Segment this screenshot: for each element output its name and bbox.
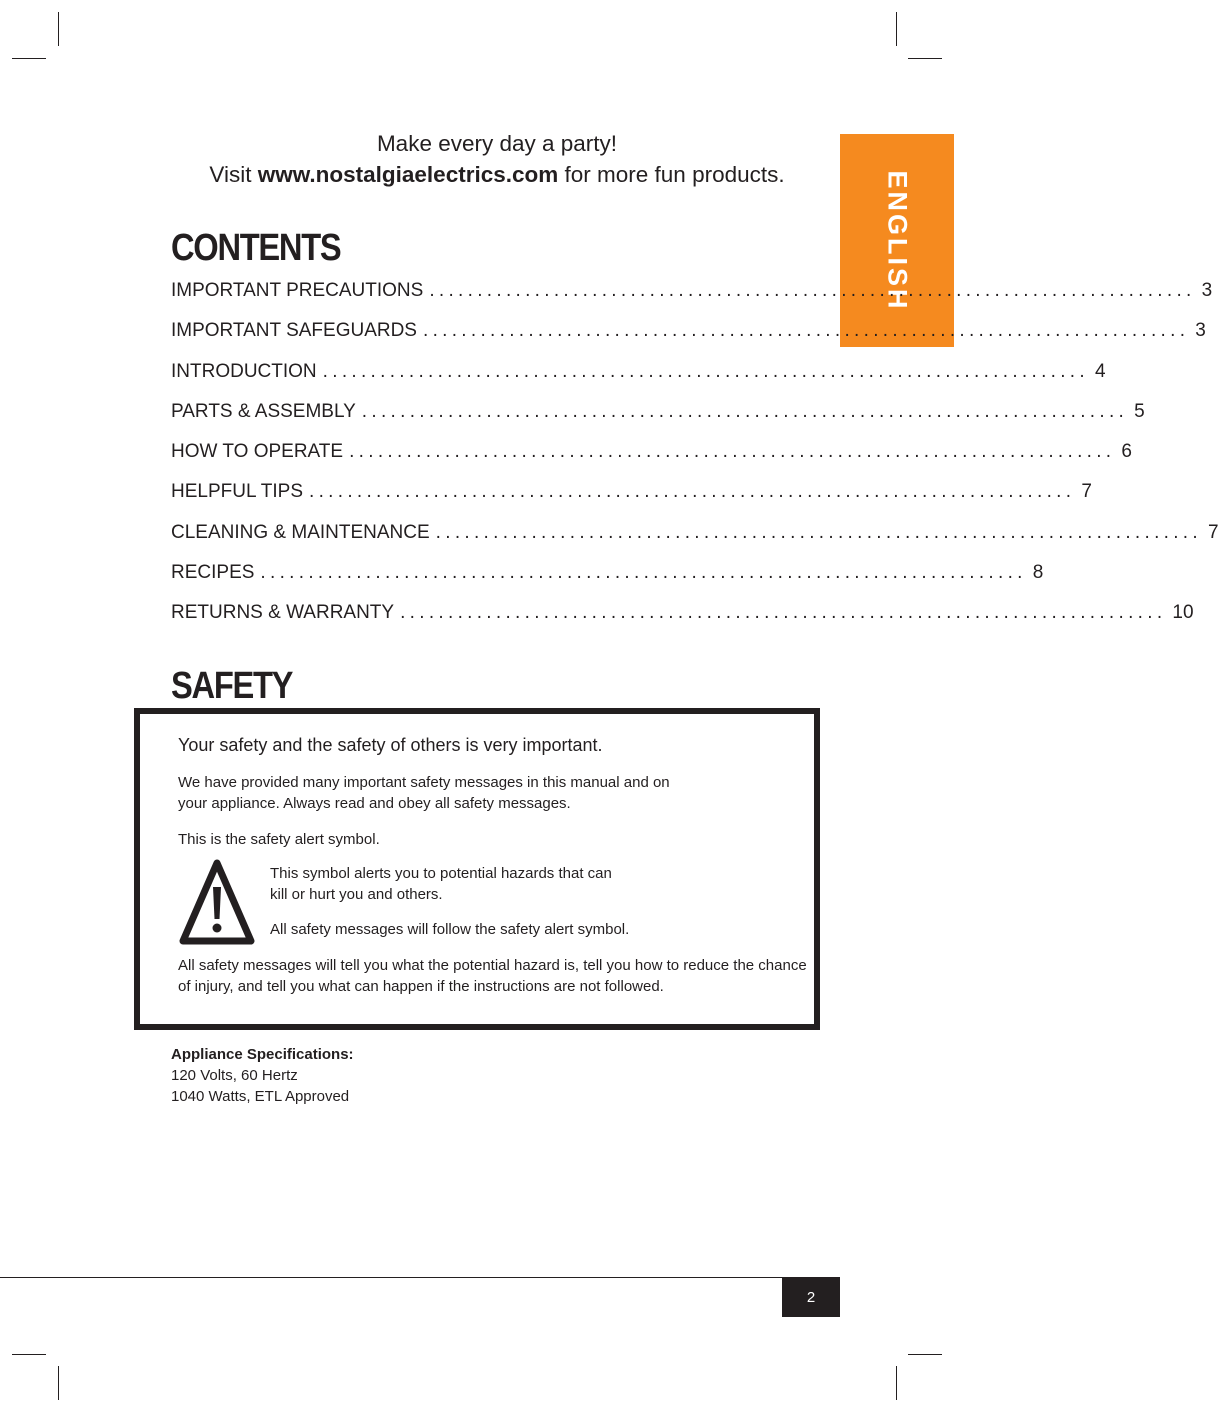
crop-mark (12, 58, 46, 59)
appliance-specs (171, 1044, 354, 1107)
toc-entry-label: RECIPES (171, 562, 255, 584)
toc-entry[interactable] (171, 441, 1132, 481)
specs-line: 120 Volts, 60 Hertz (171, 1067, 298, 1084)
safety-title: SAFETY (171, 665, 293, 707)
toc-entry[interactable] (171, 602, 1194, 642)
toc-leader-dots: ................................................................................ (349, 441, 1116, 463)
toc-entry-label: HOW TO OPERATE (171, 441, 344, 463)
toc-entry[interactable] (171, 521, 1219, 562)
toc-entry[interactable] (171, 562, 1044, 602)
toc-leader-dots: ................................................................................ (435, 521, 1202, 543)
toc-entry[interactable] (171, 360, 1106, 401)
toc-leader-dots: ................................................................................ (400, 602, 1167, 624)
visit-suffix: for more fun products. (558, 162, 785, 187)
toc-entry-page: 8 (1032, 562, 1044, 584)
toc-entry[interactable] (171, 320, 1206, 360)
crop-mark (908, 1354, 942, 1355)
toc-entry-page: 3 (1195, 320, 1206, 342)
toc-entry-page: 4 (1094, 360, 1106, 382)
safety-paragraph: All safety messages will follow the safety alert symbol. (270, 921, 630, 938)
crop-mark (896, 1366, 897, 1400)
toc-entry-page: 7 (1207, 521, 1219, 543)
warning-triangle-icon (180, 859, 254, 947)
visit-prefix: Visit (209, 162, 258, 187)
table-of-contents (171, 280, 1219, 643)
toc-leader-dots: ................................................................................ (361, 400, 1129, 422)
toc-leader-dots: ................................................................................ (429, 280, 1196, 301)
specs-line: 1040 Watts, ETL Approved (171, 1088, 350, 1105)
safety-heading: Your safety and the safety of others is very important. (178, 735, 603, 755)
toc-entry-label: INTRODUCTION (171, 360, 317, 382)
toc-entry-label: PARTS & ASSEMBLY (171, 400, 356, 422)
toc-entry[interactable] (171, 481, 1092, 521)
toc-entry-label: HELPFUL TIPS (171, 481, 303, 503)
website-link[interactable]: www.nostalgiaelectrics.com (257, 162, 559, 187)
safety-paragraph: This symbol alerts you to potential hazards that can kill or hurt you and others. (270, 865, 612, 903)
toc-entry-page: 3 (1201, 280, 1213, 301)
tagline (140, 128, 854, 190)
crop-mark (908, 58, 942, 59)
toc-leader-dots: ................................................................................ (422, 320, 1190, 342)
page-number: 2 (782, 1278, 840, 1317)
tagline-line1: Make every day a party! (376, 131, 618, 156)
safety-paragraph: This is the safety alert symbol. (178, 831, 380, 848)
toc-leader-dots: ................................................................................ (260, 562, 1027, 584)
language-tab (840, 134, 954, 347)
toc-entry-label: IMPORTANT SAFEGUARDS (171, 320, 417, 342)
safety-box (134, 708, 820, 1030)
language-tab-label: ENGLISH (882, 169, 913, 312)
toc-entry[interactable] (171, 400, 1145, 441)
toc-entry-label: CLEANING & MAINTENANCE (171, 521, 430, 543)
toc-entry-label: RETURNS & WARRANTY (171, 602, 395, 624)
toc-leader-dots: ................................................................................ (322, 360, 1089, 382)
crop-mark (896, 12, 897, 46)
toc-entry-page: 5 (1134, 400, 1145, 422)
crop-mark (12, 1354, 46, 1355)
crop-mark (58, 1366, 59, 1400)
tagline-line2 (140, 159, 854, 190)
toc-entry-label: IMPORTANT PRECAUTIONS (171, 280, 424, 301)
specs-title: Appliance Specifications: (171, 1046, 354, 1063)
toc-leader-dots: ................................................................................ (309, 481, 1076, 503)
safety-paragraph: All safety messages will tell you what the potential hazard is, tell you how to reduce the chance of injury, and tell you what can happen if the instructions are not followed. (178, 957, 807, 995)
toc-entry-page: 7 (1081, 481, 1092, 503)
safety-paragraph: We have provided many important safety messages in this manual and on your appliance. Always read and obey all safety messages. (178, 774, 670, 812)
crop-mark (58, 12, 59, 46)
contents-title: CONTENTS (171, 227, 341, 269)
toc-entry-page: 10 (1172, 602, 1194, 624)
toc-entry-page: 6 (1121, 441, 1132, 463)
footer-rule (0, 1277, 840, 1278)
toc-entry[interactable] (171, 280, 1213, 320)
